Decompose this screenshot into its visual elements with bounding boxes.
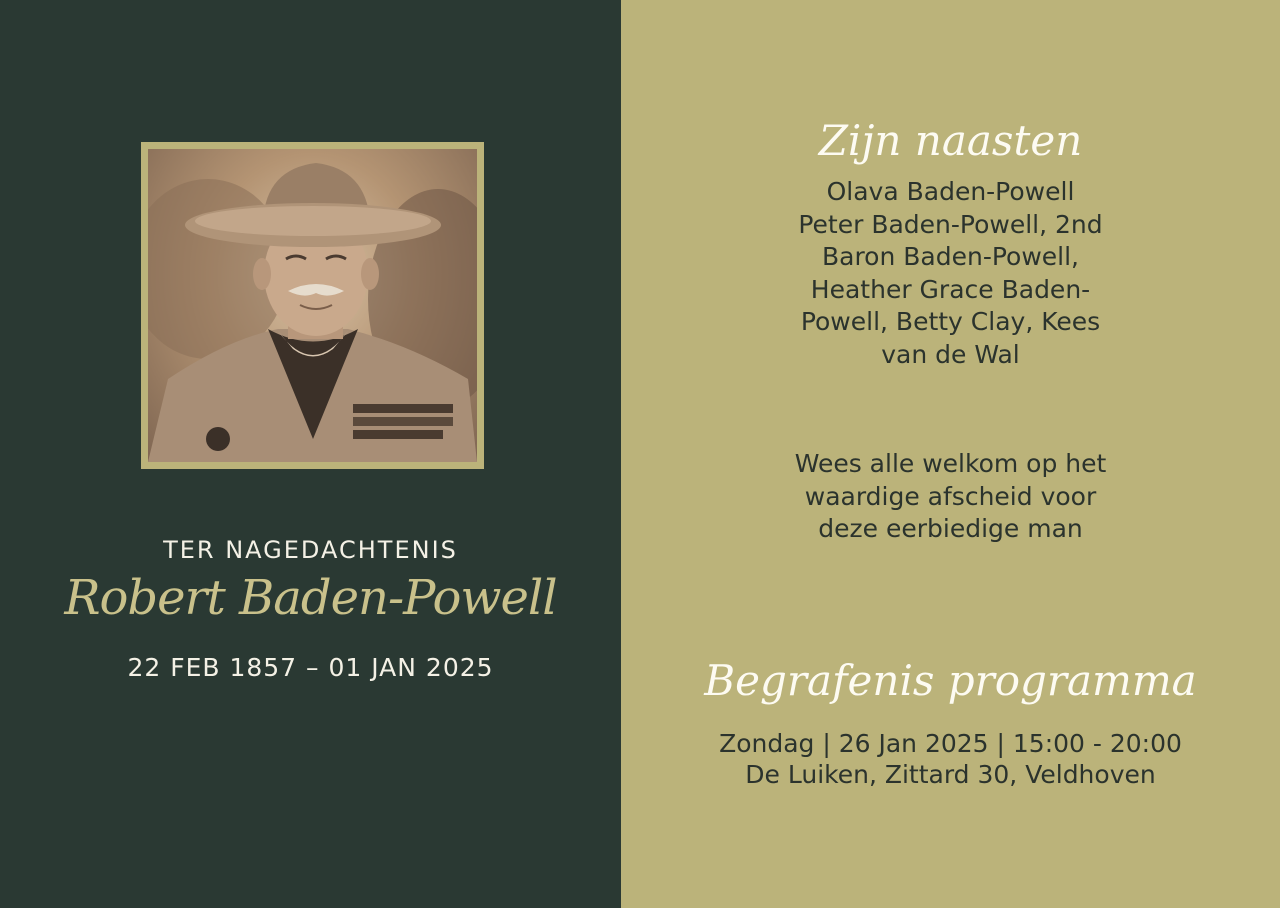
welcome-line: deze eerbiedige man (818, 514, 1083, 543)
portrait-photo (148, 149, 477, 462)
relatives-heading: Zijn naasten (818, 116, 1083, 165)
memorial-label: TER NAGEDACHTENIS (163, 536, 458, 564)
relatives-line: Baron Baden-Powell, (821, 242, 1080, 271)
relatives-line: Heather Grace Baden- (810, 274, 1091, 304)
relatives-line: Powell, Betty Clay, Kees (800, 307, 1101, 336)
relatives-line: Peter Baden-Powell, 2nd (798, 209, 1103, 239)
deceased-name: Robert Baden-Powell (64, 570, 557, 626)
program-heading: Begrafenis programma (704, 656, 1197, 705)
program-datetime: Zondag | 26 Jan 2025 | 15:00 - 20:00 (719, 729, 1182, 758)
relatives-list (621, 176, 1280, 371)
program-location: De Luiken, Zittard 30, Veldhoven (745, 760, 1156, 789)
relatives-line: van de Wal (881, 339, 1020, 369)
program-details (621, 728, 1280, 790)
welcome-line: Wees alle welkom op het (794, 449, 1107, 478)
welcome-message (621, 448, 1280, 546)
welcome-line: waardige afscheid voor (804, 481, 1097, 511)
life-dates: 22 FEB 1857 – 01 JAN 2025 (127, 653, 494, 682)
portrait-illustration (148, 149, 477, 462)
relatives-line: Olava Baden-Powell (826, 177, 1075, 206)
portrait-frame (141, 142, 484, 469)
